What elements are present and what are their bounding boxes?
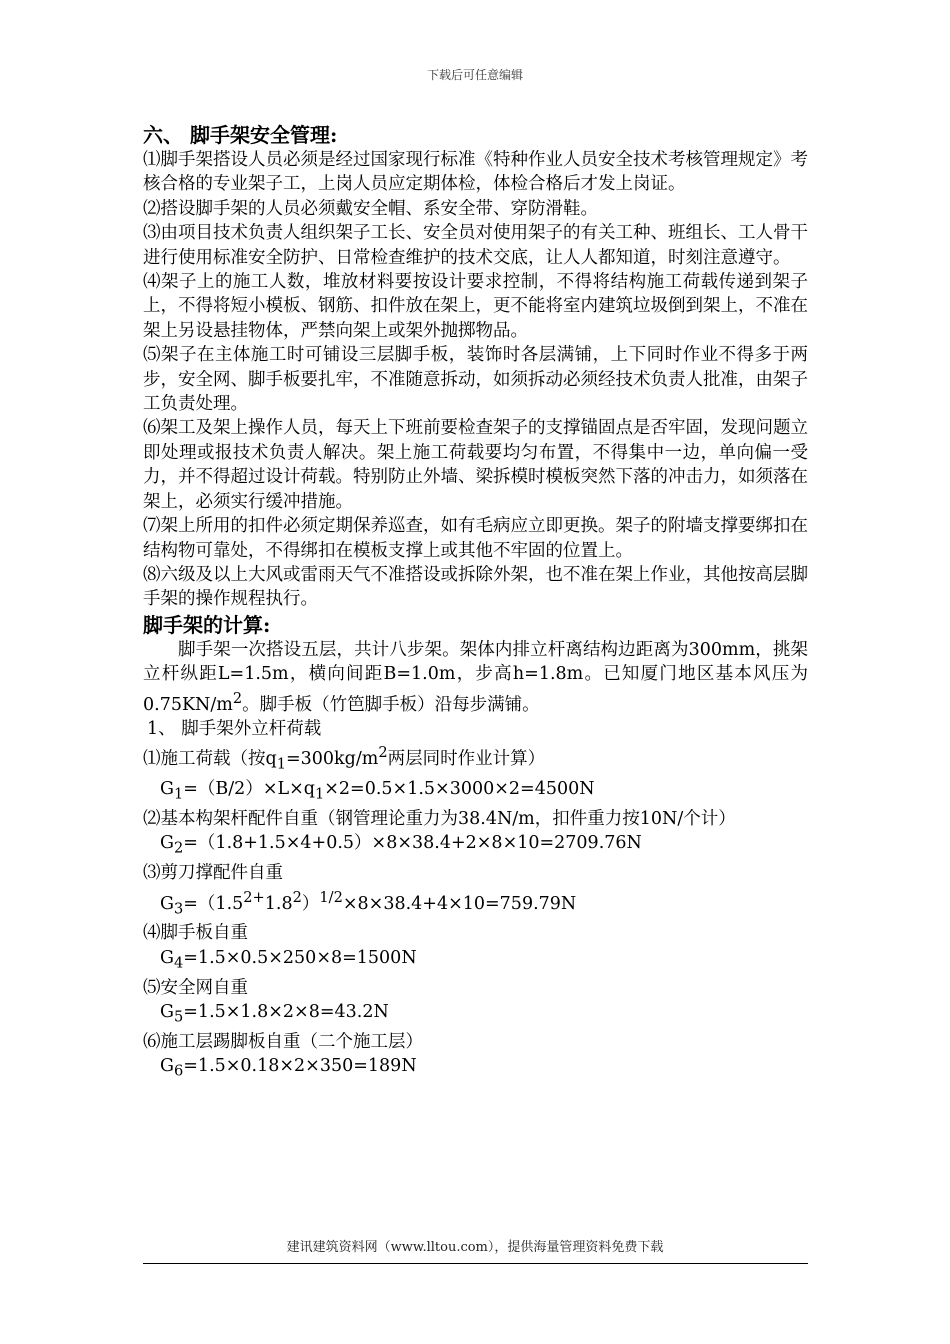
safety-item-4: ⑷架子上的施工人数，堆放材料要按设计要求控制，不得将结构施工荷载传递到架子上，不得将短小模板、钢筋、扣件放在架上，更不能将室内建筑垃圾倒到架上，不准在架上另设悬挂物体，严禁向架上或架外抛掷物品。 — [143, 272, 808, 341]
safety-item-7: ⑺架上所用的扣件必须定期保养巡查，如有毛病应立即更换。架子的附墙支撑要绑扣在结构物可靠处，不得绑扣在模板支撑上或其他不牢固的位置上。 — [143, 516, 808, 561]
document-body — [143, 122, 808, 1084]
calc-subtitle-outer-pole-load: 1、 脚手架外立杆荷载 — [147, 718, 322, 739]
formula-g6: $G_6=1.5\times 0.18\times 2\times 350=189N$ — [160, 1056, 417, 1080]
safety-item-2: ⑵搭设脚手架的人员必须戴安全帽、系安全带、穿防滑鞋。 — [143, 198, 598, 219]
page-header: 下载后可任意编辑 — [426, 68, 523, 82]
calc-item-3: ⑶剪刀撑配件自重 — [143, 863, 283, 884]
safety-item-6: ⑹架工及架上操作人员，每天上下班前要检查架子的支撑锚固点是否牢固，发现问题立即处理或报技术负责人解决。架上施工荷载要均匀布置，不得集中一边，单向偏一受力，并不得超过设计荷载。特别防止外墙、梁拆模时模板突然下落的冲击力，如须落在架上，必须实行缓冲措施。 — [143, 418, 808, 512]
calc-item-6: ⑹施工层踢脚板自重（二个施工层） — [143, 1031, 423, 1052]
calc-item-5: ⑸安全网自重 — [143, 977, 248, 998]
page-footer: 建讯建筑资料网（www.lltou.com），提供海量管理资料免费下载 — [286, 1240, 664, 1255]
section-title-calculation: 脚手架的计算: — [143, 612, 271, 637]
calc-intro: 脚手架一次搭设五层，共计八步架。架体内排立杆离结构边距离为300mm，挑架立杆纵距L=1.5m，横向间距B=1.0m，步高h=1.8m。已知厦门地区基本风压为$0.75KN/m^2$。脚手板（竹笆脚手板）沿每步满铺。 — [143, 639, 808, 715]
safety-item-8: ⑻六级及以上大风或雷雨天气不准搭设或拆除外架，也不准在架上作业，其他按高层脚手架的操作规程执行。 — [143, 564, 808, 610]
formula-g1: $G_1=(B/2)\times L\times q_1\times 2=0.5\times 1.5\times 3000\times 2=4500N$ — [160, 778, 595, 803]
calc-item-1: ⑴施工荷载（按$q_1=300kg/m^2$两层同时作业计算） — [143, 744, 546, 773]
formula-g4: $G_4=1.5\times 0.5\times 250\times 8=1500N$ — [160, 947, 417, 972]
formula-g2: $G_2=(1.8+1.5\times 4+0.5)\times 8\times 38.4+2\times 8\times 10=2709.76N$ — [160, 833, 642, 857]
calc-item-2: ⑵基本构架杆配件自重（钢管理论重力为38.4N/m，扣件重力按10N/个计） — [143, 808, 736, 829]
safety-item-1: ⑴脚手架搭设人员必须是经过国家现行标准《特种作业人员安全技术考核管理规定》考核合格的专业架子工，上岗人员应定期体检，体检合格后才发上岗证。 — [143, 150, 808, 195]
formula-g5: $G_5=1.5\times 1.8\times 2\times 8=43.2N$ — [160, 1001, 389, 1026]
calc-item-4: ⑷脚手板自重 — [143, 923, 248, 944]
formula-g3: $G_3=(1.5^{2+}1.8^2)^{1/2}\times 8\times 38.4+4\times 10=759.79N$ — [160, 888, 577, 917]
footer-divider — [143, 1263, 808, 1264]
section-title-safety: 六、 脚手架安全管理: — [143, 123, 338, 147]
safety-item-5: ⑸架子在主体施工时可铺设三层脚手板，装饰时各层满铺，上下同时作业不得多于两步，安全网、脚手板要扎牢，不准随意拆动，如须拆动必须经技术负责人批准，由架子工负责处理。 — [143, 345, 808, 415]
safety-item-3: ⑶由项目技术负责人组织架子工长、安全员对使用架子的有关工种、班组长、工人骨干进行使用标准安全防护、日常检查维护的技术交底，让人人都知道，时刻注意遵守。 — [143, 223, 808, 268]
